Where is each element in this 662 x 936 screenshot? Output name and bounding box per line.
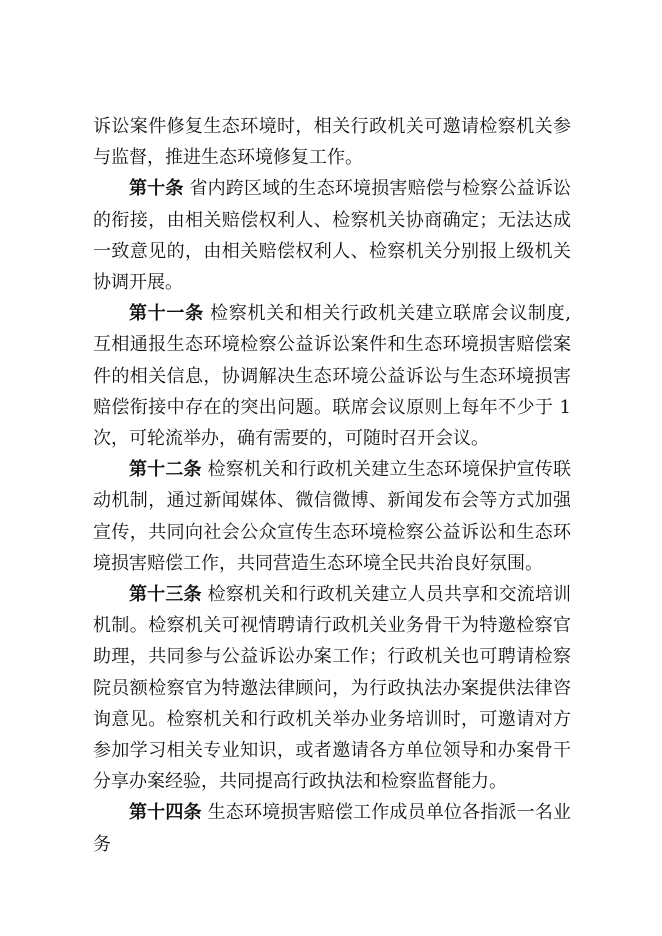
article-14-paragraph (93, 797, 571, 859)
paragraph-continuation (93, 111, 571, 173)
article-10-paragraph (93, 173, 571, 298)
article-12-text: 检察机关和行政机关建立生态环境保护宣传联动机制，通过新闻媒体、微信微博、新闻发布会等方式加强宣传，共同向社会公众宣传生态环境检察公益诉讼和生态环境损害赔偿工作，共同营造生态环境全民共治良好氛围。 (93, 459, 571, 574)
article-13-paragraph (93, 579, 571, 797)
document-body (93, 111, 571, 860)
article-11-heading: 第十一条 (129, 303, 204, 325)
article-12-paragraph (93, 454, 571, 579)
article-14-heading: 第十四条 (129, 802, 202, 824)
article-14-text: 生态环境损害赔偿工作成员单位各指派一名业务 (93, 802, 571, 855)
article-12-heading: 第十二条 (129, 459, 202, 481)
article-11-paragraph (93, 298, 571, 454)
article-10-text: 省内跨区域的生态环境损害赔偿与检察公益诉讼的衔接，由相关赔偿权利人、检察机关协商确定；无法达成一致意见的，由相关赔偿权利人、检察机关分别报上级机关协调开展。 (93, 178, 571, 294)
article-10-heading: 第十条 (129, 178, 184, 200)
article-13-heading: 第十三条 (129, 584, 202, 606)
article-13-text: 检察机关和行政机关建立人员共享和交流培训机制。检察机关可视情聘请行政机关业务骨干为特邀检察官助理，共同参与公益诉讼办案工作；行政机关也可聘请检察院员额检察官为特邀法律顾问，为行政执法办案提供法律咨询意见。检察机关和行政机关举办业务培训时，可邀请对方参加学习相关专业知识，或者邀请各方单位领导和办案骨干分享办案经验，共同提高行政执法和检察监督能力。 (93, 584, 571, 793)
article-11-text: 检察机关和相关行政机关建立联席会议制度,互相通报生态环境检察公益诉讼案件和生态环境损害赔偿案件的相关信息，协调解决生态环境公益诉讼与生态环境损害赔偿衔接中存在的突出问题。联席会议原则上每年不少于 1 次，可轮流举办，确有需要的，可随时召开会议。 (93, 303, 571, 450)
paragraph-text: 诉讼案件修复生态环境时，相关行政机关可邀请检察机关参与监督，推进生态环境修复工作。 (93, 116, 571, 169)
